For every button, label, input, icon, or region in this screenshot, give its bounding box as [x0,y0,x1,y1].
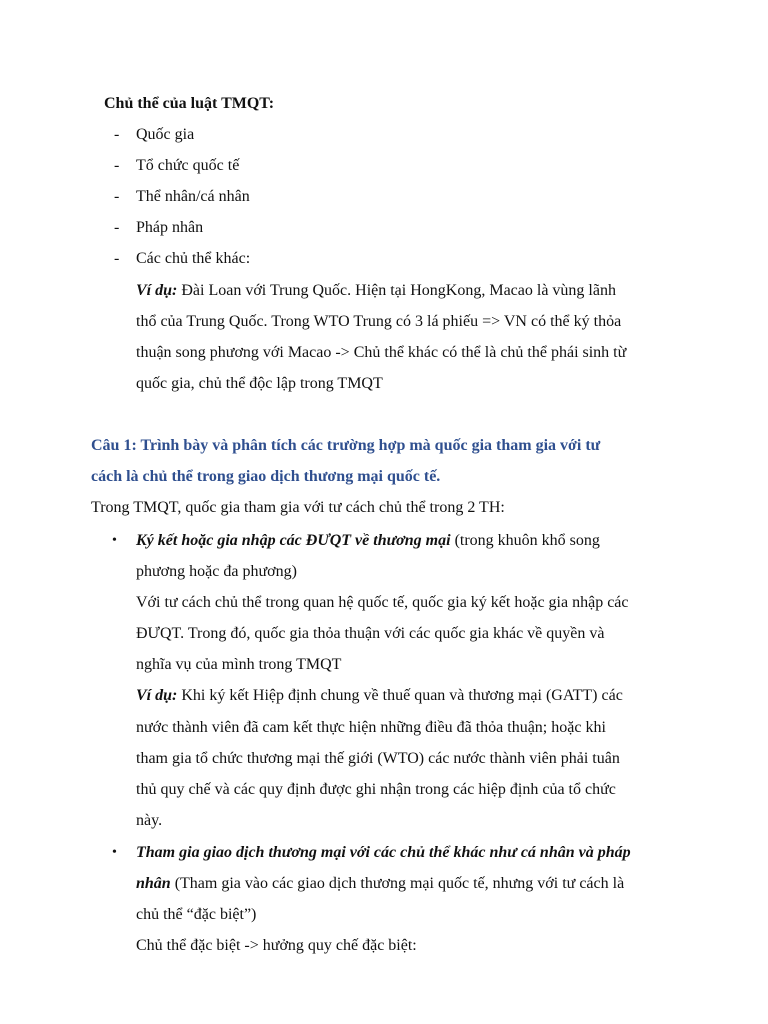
body-line: Với tư cách chủ thể trong quan hệ quốc tế, quốc gia ký kết hoặc gia nhập các [136,594,629,611]
bullet-title: nhân [136,875,171,892]
bullet-title-line [136,531,600,551]
example-line: thủ quy chế và các quy định được ghi nhận trong các hiệp định của tổ chức [136,781,616,798]
body-line: Chủ thể đặc biệt -> hưởng quy chế đặc biệt: [136,937,417,954]
example-label: Ví dụ: [136,687,178,704]
bullet-marker: • [112,533,117,548]
bullet-title-line [136,874,624,894]
bullet-title: Ký kết hoặc gia nhập các ĐƯQT về thương mại [136,532,451,549]
list-item: Quốc gia [136,126,195,143]
example-line: này. [136,812,163,829]
list-item: Thể nhân/cá nhân [136,188,250,205]
list-item: Tổ chức quốc tế [136,157,240,174]
example-text: Khi ký kết Hiệp định chung về thuế quan và thương mại (GATT) các [177,687,623,704]
intro-paragraph: Trong TMQT, quốc gia tham gia với tư cách chủ thể trong 2 TH: [91,499,505,516]
bullet-line: chủ thể “đặc biệt”) [136,906,257,923]
dash-marker: - [114,188,120,205]
dash-marker: - [114,219,120,236]
example-text: Đài Loan với Trung Quốc. Hiện tại HongKong, Macao là vùng lãnh [177,282,616,299]
dash-marker: - [114,126,120,143]
list-item: Pháp nhân [136,219,204,236]
body-line: nghĩa vụ của mình trong TMQT [136,656,342,673]
body-line: ĐƯQT. Trong đó, quốc gia thỏa thuận với các quốc gia khác về quyền và [136,625,605,642]
example-line [136,281,681,301]
list-item: Các chủ thể khác: [136,250,251,267]
bullet-marker: • [112,845,117,860]
example-line [136,686,623,706]
bullet-title-suffix: (trong khuôn khổ song [450,532,600,549]
dash-marker: - [114,157,120,174]
example-line: nước thành viên đã cam kết thực hiện những điều đã thỏa thuận; hoặc khi [136,719,606,736]
dash-marker: - [114,250,120,267]
bullet-title-line: Tham gia giao dịch thương mại với các chủ thể khác như cá nhân và pháp [136,844,631,861]
bullet-line: phương hoặc đa phương) [136,563,297,580]
section-heading: Chủ thể của luật TMQT: [104,95,275,112]
example-label: Ví dụ: [136,282,178,299]
question-line: cách là chủ thể trong giao dịch thương mại quốc tế. [91,468,441,485]
example-line: quốc gia, chủ thể độc lập trong TMQT [136,375,383,392]
example-line: thổ của Trung Quốc. Trong WTO Trung có 3 lá phiếu => VN có thể ký thỏa [136,313,622,330]
question-line: Câu 1: Trình bày và phân tích các trường hợp mà quốc gia tham gia với tư [91,437,601,454]
example-line: thuận song phương với Macao -> Chủ thể khác có thể là chủ thể phái sinh từ [136,344,627,361]
example-line: tham gia tổ chức thương mại thế giới (WTO) các nước thành viên phải tuân [136,750,620,767]
bullet-title-suffix: (Tham gia vào các giao dịch thương mại quốc tế, nhưng với tư cách là [170,875,625,892]
